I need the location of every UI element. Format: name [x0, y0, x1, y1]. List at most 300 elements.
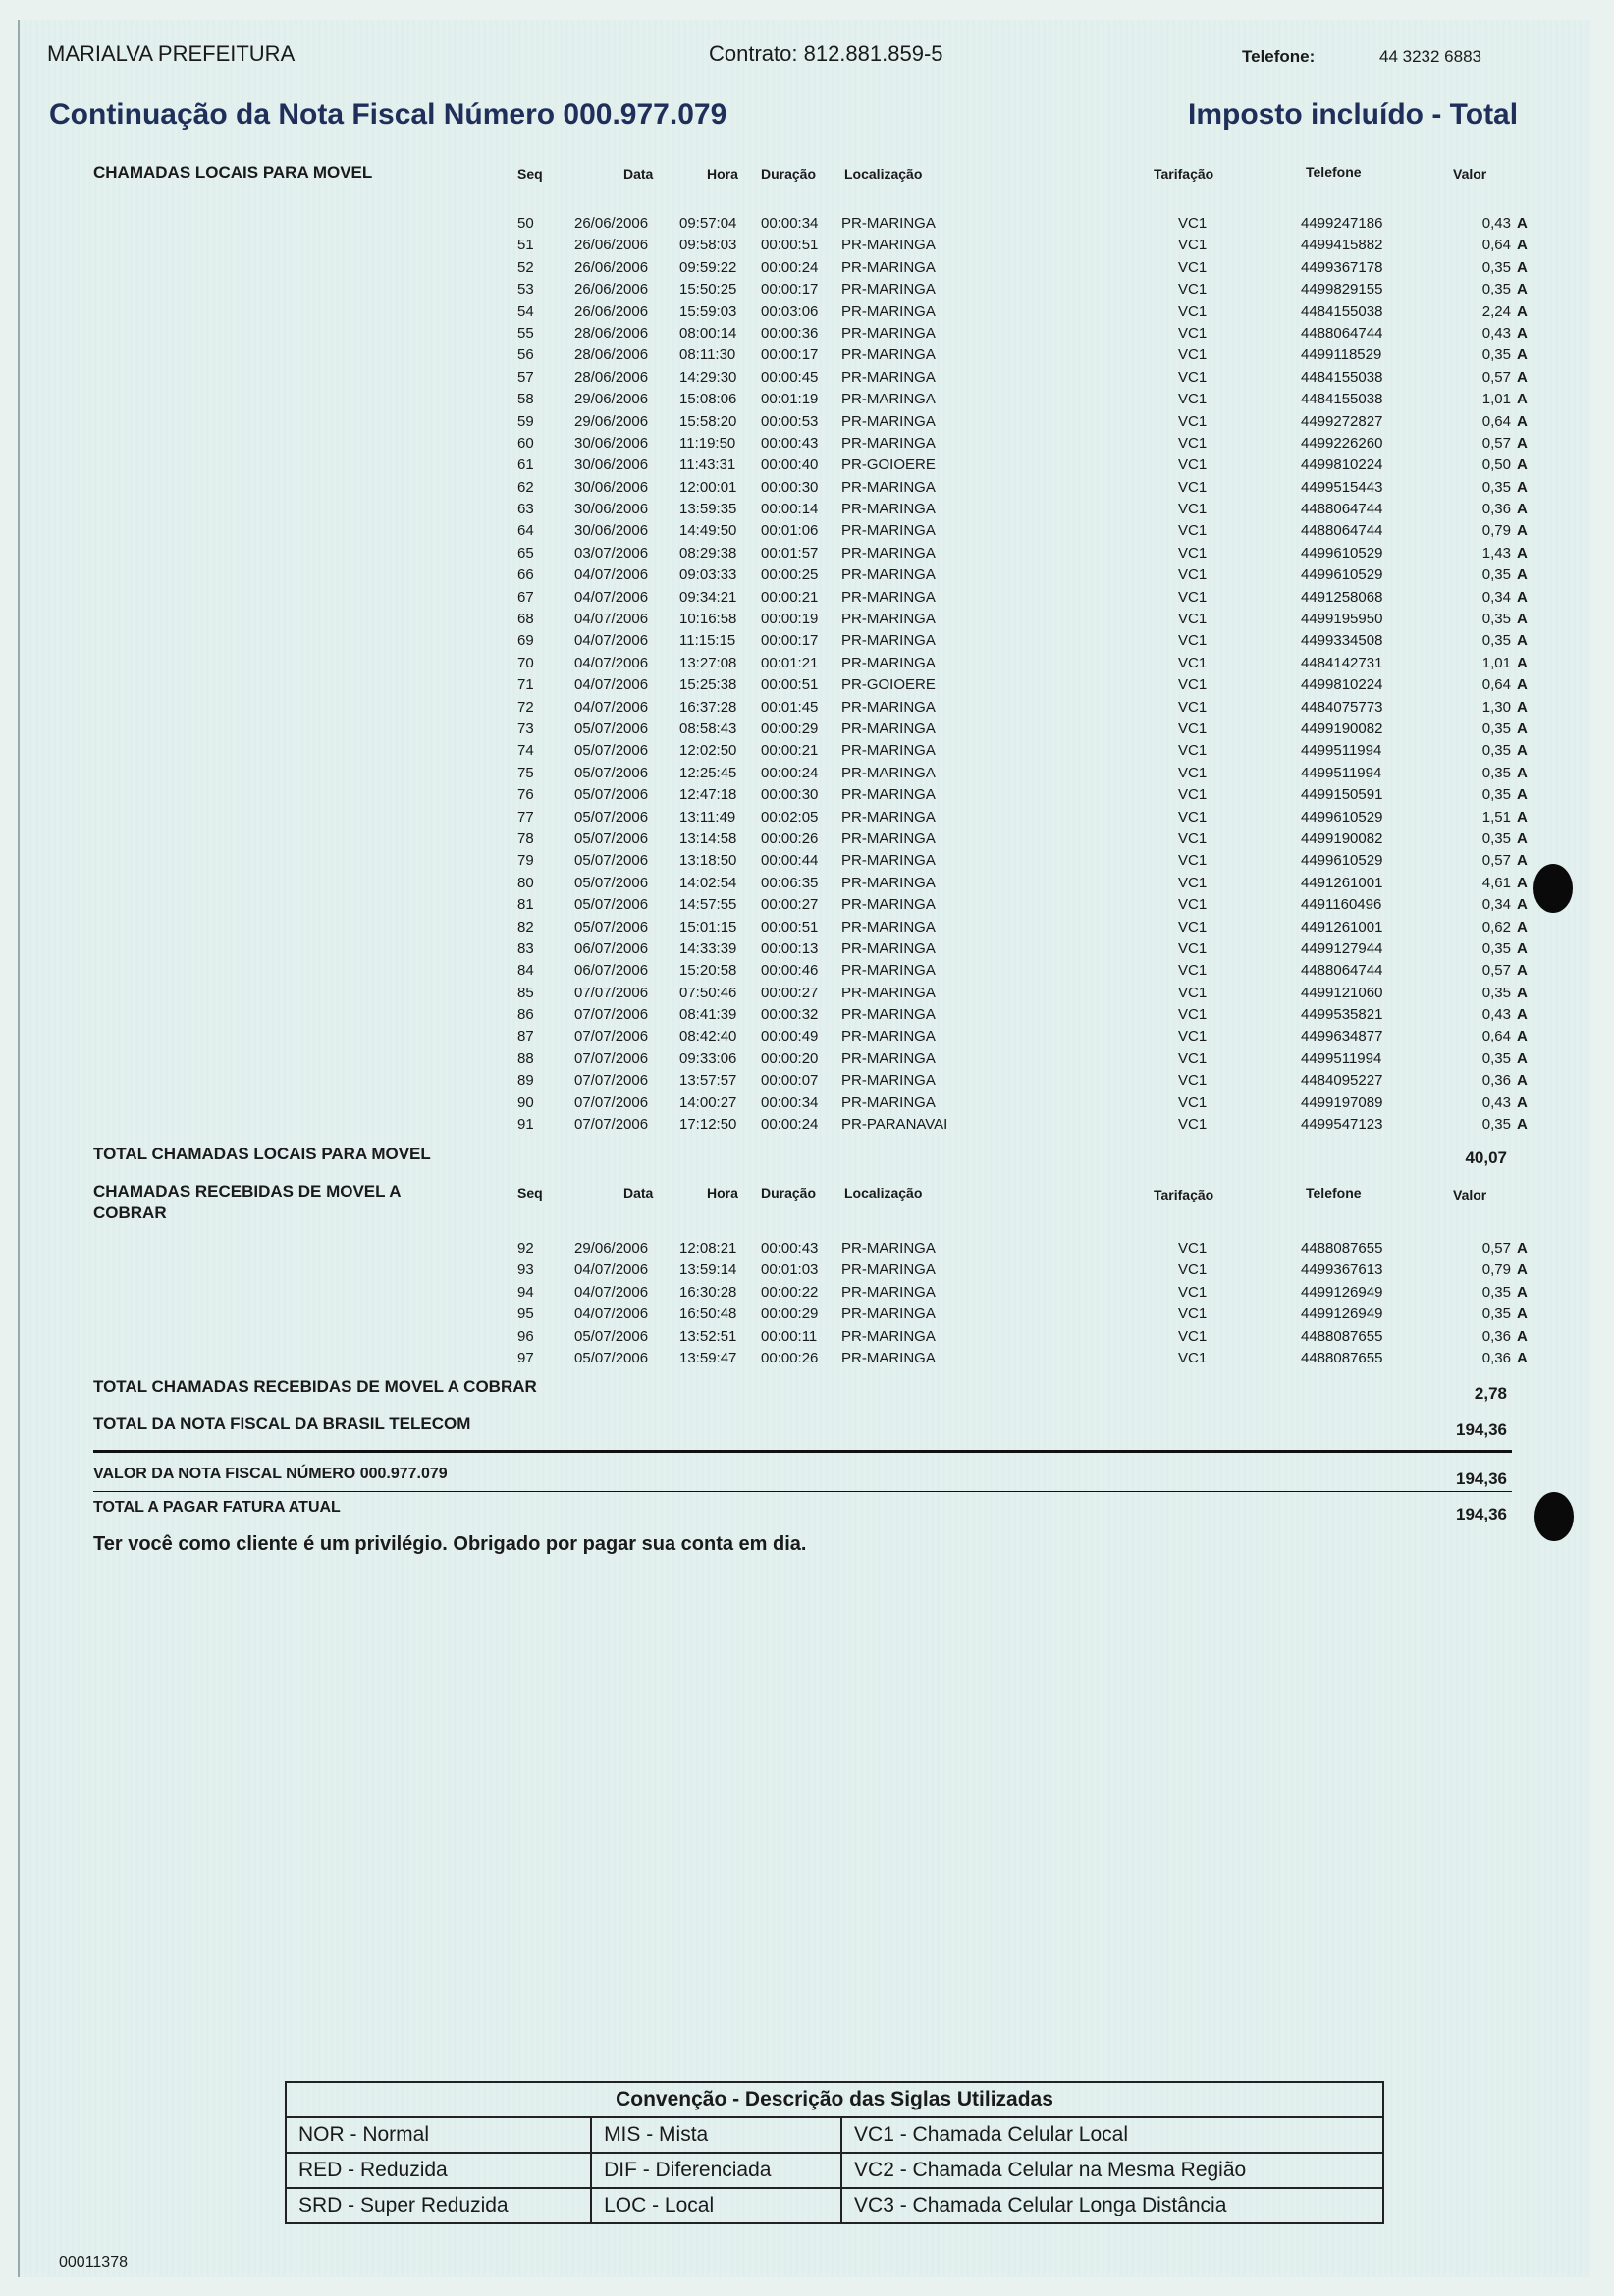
value-cell: 1,30 — [1481, 698, 1511, 716]
tax-flag-cell: A — [1517, 501, 1528, 518]
table-row — [93, 1116, 1527, 1138]
location-cell: PR-MARINGA — [841, 1028, 936, 1045]
tariff-cell: VC1 — [1178, 654, 1208, 671]
table-row — [93, 1028, 1527, 1049]
tariff-cell: VC1 — [1178, 544, 1208, 561]
table-row — [93, 369, 1527, 391]
duration-cell: 00:00:45 — [761, 368, 819, 386]
col-localizacao: Localização — [844, 166, 923, 182]
phone-label: Telefone: — [1242, 47, 1316, 66]
tariff-cell: VC1 — [1178, 588, 1208, 606]
date-cell: 05/07/2006 — [574, 874, 649, 891]
value-cell: 0,64 — [1481, 412, 1511, 430]
table-row — [93, 1050, 1527, 1072]
duration-cell: 00:01:57 — [761, 544, 819, 561]
time-cell: 08:41:39 — [679, 1006, 737, 1024]
date-cell: 28/06/2006 — [574, 368, 649, 386]
value-cell: 0,35 — [1481, 984, 1511, 1001]
table-row — [93, 830, 1527, 852]
value-cell: 0,57 — [1481, 962, 1511, 980]
location-cell: PR-MARINGA — [841, 324, 936, 342]
seq-cell: 62 — [517, 478, 534, 496]
location-cell: PR-MARINGA — [841, 368, 936, 386]
time-cell: 14:29:30 — [679, 368, 737, 386]
location-cell: PR-MARINGA — [841, 215, 936, 232]
phone-cell: 4499190082 — [1301, 829, 1383, 847]
value-cell: 0,50 — [1481, 456, 1511, 474]
value-cell: 0,35 — [1481, 1049, 1511, 1067]
duration-cell: 00:00:29 — [761, 720, 819, 737]
col-hora: Hora — [707, 166, 738, 182]
phone-cell: 4499829155 — [1301, 281, 1383, 298]
tax-flag-cell: A — [1517, 1261, 1528, 1279]
phone-cell: 4499610529 — [1301, 566, 1383, 584]
tariff-cell: VC1 — [1178, 720, 1208, 737]
tariff-cell: VC1 — [1178, 324, 1208, 342]
phone-cell: 4499511994 — [1301, 742, 1382, 760]
seq-cell: 52 — [517, 258, 534, 276]
col-tarifacao: Tarifação — [1154, 1187, 1214, 1202]
time-cell: 15:20:58 — [679, 962, 737, 980]
tariff-cell: VC1 — [1178, 1283, 1208, 1301]
tariff-cell: VC1 — [1178, 1072, 1208, 1090]
tariff-cell: VC1 — [1178, 281, 1208, 298]
tariff-cell: VC1 — [1178, 1028, 1208, 1045]
duration-cell: 00:00:46 — [761, 962, 819, 980]
value-cell: 0,35 — [1481, 611, 1511, 628]
time-cell: 13:11:49 — [679, 808, 736, 826]
time-cell: 09:33:06 — [679, 1049, 737, 1067]
legend-cell: LOC - Local — [591, 2188, 841, 2223]
table-row — [93, 1240, 1527, 1261]
duration-cell: 00:00:24 — [761, 1116, 819, 1134]
value-cell: 0,43 — [1481, 215, 1511, 232]
location-cell: PR-MARINGA — [841, 698, 936, 716]
phone-cell: 4488064744 — [1301, 501, 1383, 518]
tax-flag-cell: A — [1517, 412, 1528, 430]
phone-cell: 4499367613 — [1301, 1261, 1383, 1279]
phone-cell: 4491261001 — [1301, 874, 1383, 891]
time-cell: 09:58:03 — [679, 237, 737, 254]
tax-flag-cell: A — [1517, 1327, 1528, 1345]
seq-cell: 59 — [517, 412, 534, 430]
time-cell: 15:58:20 — [679, 412, 737, 430]
tax-flag-cell: A — [1517, 324, 1528, 342]
table-row — [93, 1350, 1527, 1371]
phone-cell: 4488064744 — [1301, 522, 1383, 540]
time-cell: 13:27:08 — [679, 654, 737, 671]
time-cell: 13:59:47 — [679, 1349, 737, 1366]
table-row — [93, 1261, 1527, 1283]
phone-cell: 4484155038 — [1301, 391, 1383, 408]
contract-number: Contrato: 812.881.859-5 — [709, 41, 943, 66]
seq-cell: 63 — [517, 501, 534, 518]
phone-value: 44 3232 6883 — [1379, 47, 1481, 66]
location-cell: PR-GOIOERE — [841, 456, 936, 474]
phone-cell: 4491160496 — [1301, 896, 1382, 914]
date-cell: 04/07/2006 — [574, 1283, 649, 1301]
duration-cell: 00:00:51 — [761, 237, 819, 254]
seq-cell: 89 — [517, 1072, 534, 1090]
phone-cell: 4499118529 — [1301, 347, 1382, 364]
duration-cell: 00:00:36 — [761, 324, 819, 342]
duration-cell: 00:00:53 — [761, 412, 819, 430]
phone-cell: 4499127944 — [1301, 939, 1383, 957]
value-cell: 0,43 — [1481, 324, 1511, 342]
value-cell: 0,34 — [1481, 588, 1511, 606]
time-cell: 08:58:43 — [679, 720, 737, 737]
thank-you-message: Ter você como cliente é um privilégio. Obrigado por pagar sua conta em dia. — [93, 1533, 807, 1555]
duration-cell: 00:00:40 — [761, 456, 819, 474]
tariff-cell: VC1 — [1178, 1094, 1208, 1111]
time-cell: 13:18:50 — [679, 852, 737, 870]
tariff-cell: VC1 — [1178, 237, 1208, 254]
location-cell: PR-MARINGA — [841, 962, 936, 980]
value-cell: 0,57 — [1481, 852, 1511, 870]
value-cell: 1,43 — [1481, 544, 1511, 561]
value-cell: 0,43 — [1481, 1006, 1511, 1024]
value-cell: 2,24 — [1481, 302, 1511, 320]
value-cell: 0,36 — [1481, 1327, 1511, 1345]
tariff-cell: VC1 — [1178, 632, 1208, 650]
seq-cell: 73 — [517, 720, 534, 737]
table-row — [93, 962, 1527, 984]
duration-cell: 00:00:44 — [761, 852, 819, 870]
phone-cell: 4488064744 — [1301, 324, 1383, 342]
duration-cell: 00:00:26 — [761, 1349, 819, 1366]
phone-cell: 4499415882 — [1301, 237, 1383, 254]
tariff-cell: VC1 — [1178, 456, 1208, 474]
tax-flag-cell: A — [1517, 676, 1528, 694]
tariff-cell: VC1 — [1178, 896, 1208, 914]
date-cell: 28/06/2006 — [574, 347, 649, 364]
tariff-cell: VC1 — [1178, 368, 1208, 386]
time-cell: 13:59:14 — [679, 1261, 737, 1279]
time-cell: 12:02:50 — [679, 742, 737, 760]
table-row — [93, 1072, 1527, 1094]
value-cell: 1,51 — [1481, 808, 1511, 826]
date-cell: 04/07/2006 — [574, 1306, 649, 1323]
duration-cell: 00:01:03 — [761, 1261, 819, 1279]
value-cell: 0,35 — [1481, 566, 1511, 584]
seq-cell: 54 — [517, 302, 534, 320]
total-brasil-telecom-value: 194,36 — [1456, 1420, 1507, 1439]
document-code: 00011378 — [59, 2254, 128, 2270]
table-row — [93, 875, 1527, 896]
tariff-cell: VC1 — [1178, 676, 1208, 694]
tax-flag-cell: A — [1517, 588, 1528, 606]
seq-cell: 70 — [517, 654, 534, 671]
time-cell: 16:37:28 — [679, 698, 737, 716]
date-cell: 04/07/2006 — [574, 698, 649, 716]
table-row — [93, 1328, 1527, 1350]
table-row — [93, 1306, 1527, 1327]
seq-cell: 92 — [517, 1240, 534, 1256]
location-cell: PR-MARINGA — [841, 1306, 936, 1323]
date-cell: 26/06/2006 — [574, 237, 649, 254]
invoice-value-label: VALOR DA NOTA FISCAL NÚMERO 000.977.079 — [93, 1466, 448, 1482]
table-row — [93, 347, 1527, 368]
col-date: Data — [623, 166, 654, 182]
seq-cell: 82 — [517, 918, 534, 935]
value-cell: 0,64 — [1481, 676, 1511, 694]
col-telefone: Telefone — [1306, 164, 1362, 180]
tax-flag-cell: A — [1517, 1049, 1528, 1067]
section-title: CHAMADAS LOCAIS PARA MOVEL — [93, 163, 373, 182]
date-cell: 07/07/2006 — [574, 1094, 649, 1111]
value-cell: 1,01 — [1481, 391, 1511, 408]
duration-cell: 00:00:34 — [761, 1094, 819, 1111]
date-cell: 04/07/2006 — [574, 588, 649, 606]
value-cell: 0,64 — [1481, 1028, 1511, 1045]
duration-cell: 00:01:06 — [761, 522, 819, 540]
tariff-cell: VC1 — [1178, 412, 1208, 430]
location-cell: PR-MARINGA — [841, 566, 936, 584]
table-row — [93, 259, 1527, 281]
value-cell: 0,35 — [1481, 258, 1511, 276]
phone-cell: 4491258068 — [1301, 588, 1383, 606]
table-row — [93, 545, 1527, 566]
tax-flag-cell: A — [1517, 1094, 1528, 1111]
tariff-cell: VC1 — [1178, 391, 1208, 408]
tariff-cell: VC1 — [1178, 258, 1208, 276]
tariff-cell: VC1 — [1178, 764, 1208, 781]
phone-cell: 4499247186 — [1301, 215, 1383, 232]
tax-flag-cell: A — [1517, 611, 1528, 628]
tax-flag-cell: A — [1517, 478, 1528, 496]
invoice-title: Continuação da Nota Fiscal Número 000.977.079 — [49, 98, 727, 131]
phone-cell: 4484142731 — [1301, 654, 1383, 671]
tariff-cell: VC1 — [1178, 984, 1208, 1001]
total-local-calls-label: TOTAL CHAMADAS LOCAIS PARA MOVEL — [93, 1145, 431, 1163]
seq-cell: 97 — [517, 1349, 534, 1366]
duration-cell: 00:00:22 — [761, 1283, 819, 1301]
tariff-cell: VC1 — [1178, 962, 1208, 980]
table-row — [93, 985, 1527, 1006]
value-cell: 0,35 — [1481, 720, 1511, 737]
col-valor: Valor — [1453, 1187, 1487, 1202]
location-cell: PR-MARINGA — [841, 984, 936, 1001]
seq-cell: 60 — [517, 434, 534, 452]
phone-cell: 4491261001 — [1301, 918, 1383, 935]
date-cell: 05/07/2006 — [574, 918, 649, 935]
time-cell: 13:59:35 — [679, 501, 737, 518]
location-cell: PR-MARINGA — [841, 654, 936, 671]
table-row — [93, 632, 1527, 654]
table-row — [93, 237, 1527, 258]
tax-flag-cell: A — [1517, 1006, 1528, 1024]
table-row — [93, 589, 1527, 611]
duration-cell: 00:00:21 — [761, 588, 819, 606]
location-cell: PR-MARINGA — [841, 281, 936, 298]
phone-cell: 4499547123 — [1301, 1116, 1383, 1134]
location-cell: PR-MARINGA — [841, 1283, 936, 1301]
tariff-cell: VC1 — [1178, 939, 1208, 957]
table-row — [93, 1284, 1527, 1306]
seq-cell: 61 — [517, 456, 534, 474]
date-cell: 05/07/2006 — [574, 764, 649, 781]
date-cell: 26/06/2006 — [574, 258, 649, 276]
location-cell: PR-MARINGA — [841, 1349, 936, 1366]
date-cell: 07/07/2006 — [574, 1006, 649, 1024]
location-cell: PR-MARINGA — [841, 347, 936, 364]
total-local-calls-value: 40,07 — [1465, 1148, 1507, 1167]
date-cell: 05/07/2006 — [574, 786, 649, 804]
table-row — [93, 303, 1527, 325]
date-cell: 26/06/2006 — [574, 215, 649, 232]
tariff-cell: VC1 — [1178, 302, 1208, 320]
phone-cell: 4499810224 — [1301, 456, 1383, 474]
date-cell: 26/06/2006 — [574, 281, 649, 298]
location-cell: PR-MARINGA — [841, 258, 936, 276]
phone-cell: 4499535821 — [1301, 1006, 1383, 1024]
seq-cell: 58 — [517, 391, 534, 408]
time-cell: 13:52:51 — [679, 1327, 737, 1345]
seq-cell: 79 — [517, 852, 534, 870]
seq-cell: 76 — [517, 786, 534, 804]
date-cell: 28/06/2006 — [574, 324, 649, 342]
duration-cell: 00:00:51 — [761, 918, 819, 935]
value-cell: 0,35 — [1481, 829, 1511, 847]
duration-cell: 00:00:26 — [761, 829, 819, 847]
tax-flag-cell: A — [1517, 984, 1528, 1001]
location-cell: PR-MARINGA — [841, 874, 936, 891]
table-row — [93, 786, 1527, 808]
tax-included-title: Imposto incluído - Total — [1188, 98, 1519, 131]
duration-cell: 00:00:32 — [761, 1006, 819, 1024]
time-cell: 16:50:48 — [679, 1306, 737, 1323]
table-row — [93, 435, 1527, 456]
value-cell: 0,35 — [1481, 1306, 1511, 1323]
date-cell: 03/07/2006 — [574, 544, 649, 561]
value-cell: 0,35 — [1481, 1116, 1511, 1134]
location-cell: PR-GOIOERE — [841, 676, 936, 694]
seq-cell: 84 — [517, 962, 534, 980]
seq-cell: 85 — [517, 984, 534, 1001]
col-seq: Seq — [517, 1185, 543, 1201]
seq-cell: 66 — [517, 566, 534, 584]
tax-flag-cell: A — [1517, 962, 1528, 980]
date-cell: 30/06/2006 — [574, 501, 649, 518]
time-cell: 14:02:54 — [679, 874, 737, 891]
tax-flag-cell: A — [1517, 1240, 1528, 1256]
date-cell: 29/06/2006 — [574, 1240, 649, 1256]
phone-cell: 4499126949 — [1301, 1306, 1383, 1323]
col-date: Data — [623, 1185, 654, 1201]
seq-cell: 55 — [517, 324, 534, 342]
location-cell: PR-MARINGA — [841, 1327, 936, 1345]
date-cell: 07/07/2006 — [574, 1072, 649, 1090]
tariff-cell: VC1 — [1178, 1240, 1208, 1256]
legend-cell: VC1 - Chamada Celular Local — [841, 2117, 1383, 2153]
total-collect-calls-value: 2,78 — [1474, 1384, 1507, 1403]
location-cell: PR-MARINGA — [841, 786, 936, 804]
value-cell: 0,62 — [1481, 918, 1511, 935]
tax-flag-cell: A — [1517, 720, 1528, 737]
duration-cell: 00:00:27 — [761, 896, 819, 914]
value-cell: 0,57 — [1481, 1240, 1511, 1256]
legend-title: Convenção - Descrição das Siglas Utilizadas — [286, 2082, 1383, 2117]
tariff-cell: VC1 — [1178, 1349, 1208, 1366]
value-cell: 0,35 — [1481, 347, 1511, 364]
date-cell: 29/06/2006 — [574, 412, 649, 430]
table-row — [93, 896, 1527, 918]
table-row — [93, 391, 1527, 412]
phone-cell: 4499610529 — [1301, 852, 1383, 870]
legend-table — [285, 2081, 1384, 2224]
table-row — [93, 1006, 1527, 1028]
phone-cell: 4499197089 — [1301, 1094, 1383, 1111]
time-cell: 09:59:22 — [679, 258, 737, 276]
phone-cell: 4488087655 — [1301, 1349, 1383, 1366]
tax-flag-cell: A — [1517, 434, 1528, 452]
time-cell: 14:00:27 — [679, 1094, 737, 1111]
location-cell: PR-MARINGA — [841, 939, 936, 957]
seq-cell: 57 — [517, 368, 534, 386]
duration-cell: 00:01:19 — [761, 391, 819, 408]
time-cell: 15:59:03 — [679, 302, 737, 320]
phone-cell: 4499610529 — [1301, 808, 1383, 826]
time-cell: 10:16:58 — [679, 611, 737, 628]
seq-cell: 94 — [517, 1283, 534, 1301]
date-cell: 05/07/2006 — [574, 852, 649, 870]
tax-flag-cell: A — [1517, 742, 1528, 760]
location-cell: PR-MARINGA — [841, 237, 936, 254]
location-cell: PR-MARINGA — [841, 918, 936, 935]
tax-flag-cell: A — [1517, 1072, 1528, 1090]
legend-cell: RED - Reduzida — [286, 2153, 591, 2188]
duration-cell: 00:00:07 — [761, 1072, 819, 1090]
date-cell: 05/07/2006 — [574, 808, 649, 826]
table-row — [93, 940, 1527, 962]
seq-cell: 95 — [517, 1306, 534, 1323]
value-cell: 0,36 — [1481, 501, 1511, 518]
date-cell: 05/07/2006 — [574, 742, 649, 760]
phone-cell: 4499610529 — [1301, 544, 1383, 561]
time-cell: 12:25:45 — [679, 764, 737, 781]
location-cell: PR-MARINGA — [841, 302, 936, 320]
value-cell: 0,35 — [1481, 939, 1511, 957]
tax-flag-cell: A — [1517, 544, 1528, 561]
phone-cell: 4499150591 — [1301, 786, 1383, 804]
duration-cell: 00:06:35 — [761, 874, 819, 891]
call-rows — [93, 215, 1527, 1138]
date-cell: 30/06/2006 — [574, 456, 649, 474]
tax-flag-cell: A — [1517, 347, 1528, 364]
time-cell: 09:57:04 — [679, 215, 737, 232]
table-row — [93, 699, 1527, 721]
duration-cell: 00:00:25 — [761, 566, 819, 584]
seq-cell: 90 — [517, 1094, 534, 1111]
tax-flag-cell: A — [1517, 522, 1528, 540]
duration-cell: 00:00:49 — [761, 1028, 819, 1045]
value-cell: 0,35 — [1481, 478, 1511, 496]
duration-cell: 00:02:05 — [761, 808, 819, 826]
time-cell: 09:03:33 — [679, 566, 737, 584]
col-tarifacao: Tarifação — [1154, 166, 1214, 182]
tariff-cell: VC1 — [1178, 786, 1208, 804]
time-cell: 11:15:15 — [679, 632, 736, 650]
location-cell: PR-MARINGA — [841, 1261, 936, 1279]
phone-cell: 4499190082 — [1301, 720, 1383, 737]
tariff-cell: VC1 — [1178, 808, 1208, 826]
phone-cell: 4499272827 — [1301, 412, 1383, 430]
time-cell: 16:30:28 — [679, 1283, 737, 1301]
time-cell: 08:29:38 — [679, 544, 737, 561]
duration-cell: 00:00:29 — [761, 1306, 819, 1323]
duration-cell: 00:00:21 — [761, 742, 819, 760]
tax-flag-cell: A — [1517, 302, 1528, 320]
